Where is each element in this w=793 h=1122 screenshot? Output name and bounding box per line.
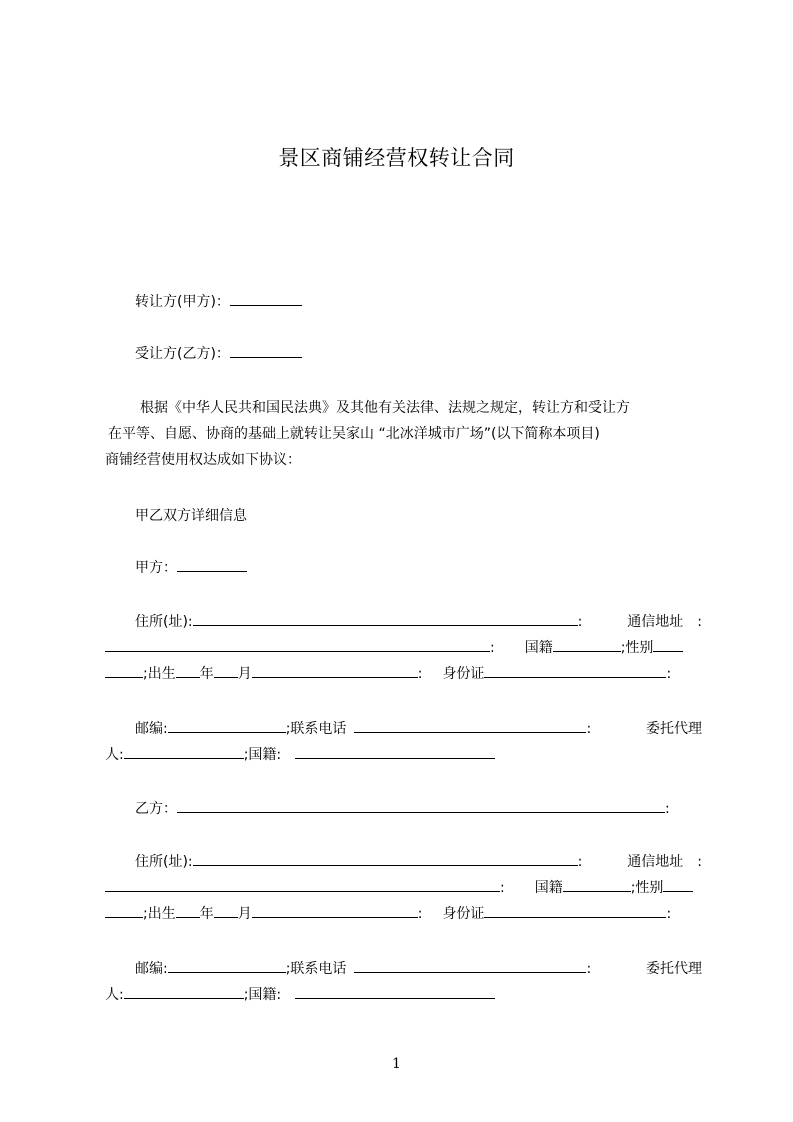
postcode-blank (168, 718, 286, 733)
phone-blank (354, 718, 586, 733)
agent-blank (124, 984, 244, 999)
id-card-blank (484, 663, 666, 678)
colon: : (417, 666, 423, 682)
month-label: 月 (237, 666, 252, 682)
gender-label: ;性别 (630, 880, 664, 896)
colon: : (417, 906, 423, 922)
agent-label-cont: 人: (105, 747, 124, 763)
colon: : (586, 961, 592, 977)
residence-blank (193, 851, 578, 866)
birth-year-blank (176, 663, 200, 678)
nationality2-label: ;国籍: (243, 747, 282, 763)
party-b-nationality-line (105, 877, 705, 899)
mail-address-blank (105, 637, 490, 652)
birth-month-blank (214, 903, 238, 918)
year-label: 年 (199, 666, 214, 682)
nationality-label: 国籍 (534, 880, 563, 896)
nationality-blank (553, 637, 621, 652)
transferor-label: 转让方(甲方)： (135, 294, 230, 310)
postcode-label: 邮编: (135, 961, 168, 977)
preamble-line-1: 根据《中华人民共和国民法典》及其他有关法律、法规之规定，转让方和受让方 (140, 400, 630, 416)
colon: : (500, 880, 505, 896)
colon: : (666, 906, 672, 922)
party-b-residence-line (135, 851, 702, 873)
transferor-blank (230, 291, 302, 306)
party-b-postcode-line (135, 958, 702, 980)
mail-address-label: 通信地址 : (627, 614, 702, 630)
mail-address-label: 通信地址 : (627, 854, 702, 870)
nationality2-blank (295, 744, 495, 759)
month-label: 月 (237, 906, 252, 922)
mail-address-blank (105, 877, 500, 892)
colon: : (577, 614, 583, 630)
party-b-agent-line (105, 984, 705, 1006)
nationality2-label: ;国籍: (243, 987, 282, 1003)
residence-label: 住所(址): (135, 614, 193, 630)
birth-year-blank (176, 903, 200, 918)
party-b-label: 乙方： (135, 801, 177, 817)
party-b-line (135, 798, 735, 820)
gender-blank-cont (105, 903, 143, 918)
agent-label: 委托代理 (646, 961, 702, 977)
party-a-birth-line (105, 663, 705, 685)
postcode-blank (168, 958, 286, 973)
id-card-label: 身份证 (442, 906, 485, 922)
gender-label: ;性别 (620, 640, 654, 656)
party-a-residence-line (135, 611, 702, 633)
transferee-blank (230, 343, 302, 358)
colon: : (666, 666, 672, 682)
agent-blank (124, 744, 244, 759)
preamble-line-2: 在平等、自愿、协商的基础上就转让吴家山 “北冰洋城市广场”(以下简称本项目) (108, 426, 600, 442)
transferee-label: 受让方(乙方)： (135, 346, 230, 362)
residence-label: 住所(址): (135, 854, 193, 870)
postcode-label: 邮编: (135, 721, 168, 737)
nationality-blank (563, 877, 631, 892)
nationality2-blank (295, 984, 495, 999)
nationality-label: 国籍 (524, 640, 553, 656)
phone-label: ;联系电话 (285, 961, 347, 977)
party-a-agent-line (105, 744, 705, 766)
gender-blank (653, 637, 683, 652)
phone-blank (354, 958, 586, 973)
colon: : (665, 801, 670, 817)
gender-blank-cont (105, 663, 143, 678)
colon: : (577, 854, 583, 870)
birth-month-blank (214, 663, 238, 678)
party-a-blank (177, 557, 247, 572)
agent-label: 委托代理 (646, 721, 702, 737)
phone-label: ;联系电话 (285, 721, 347, 737)
section-heading: 甲乙双方详细信息 (135, 508, 247, 524)
id-card-label: 身份证 (442, 666, 485, 682)
residence-blank (193, 611, 578, 626)
page-number: 1 (392, 1056, 401, 1072)
birth-label: ;出生 (143, 906, 176, 922)
transferor-line (135, 291, 735, 313)
document-title: 景区商铺经营权转让合同 (278, 146, 515, 170)
colon: : (586, 721, 592, 737)
party-a-postcode-line (135, 718, 702, 740)
party-b-blank (177, 798, 665, 813)
birth-label: ;出生 (143, 666, 176, 682)
party-a-label: 甲方： (135, 560, 177, 576)
transferee-line (135, 343, 735, 365)
id-card-blank (484, 903, 666, 918)
birth-day-blank (252, 903, 418, 918)
preamble-line-3: 商铺经营使用权达成如下协议： (105, 452, 301, 468)
year-label: 年 (199, 906, 214, 922)
birth-day-blank (252, 663, 418, 678)
agent-label-cont: 人: (105, 987, 124, 1003)
party-b-birth-line (105, 903, 705, 925)
party-a-nationality-line (105, 637, 705, 659)
colon: : (490, 640, 495, 656)
party-a-line (135, 557, 735, 579)
gender-blank (663, 877, 693, 892)
